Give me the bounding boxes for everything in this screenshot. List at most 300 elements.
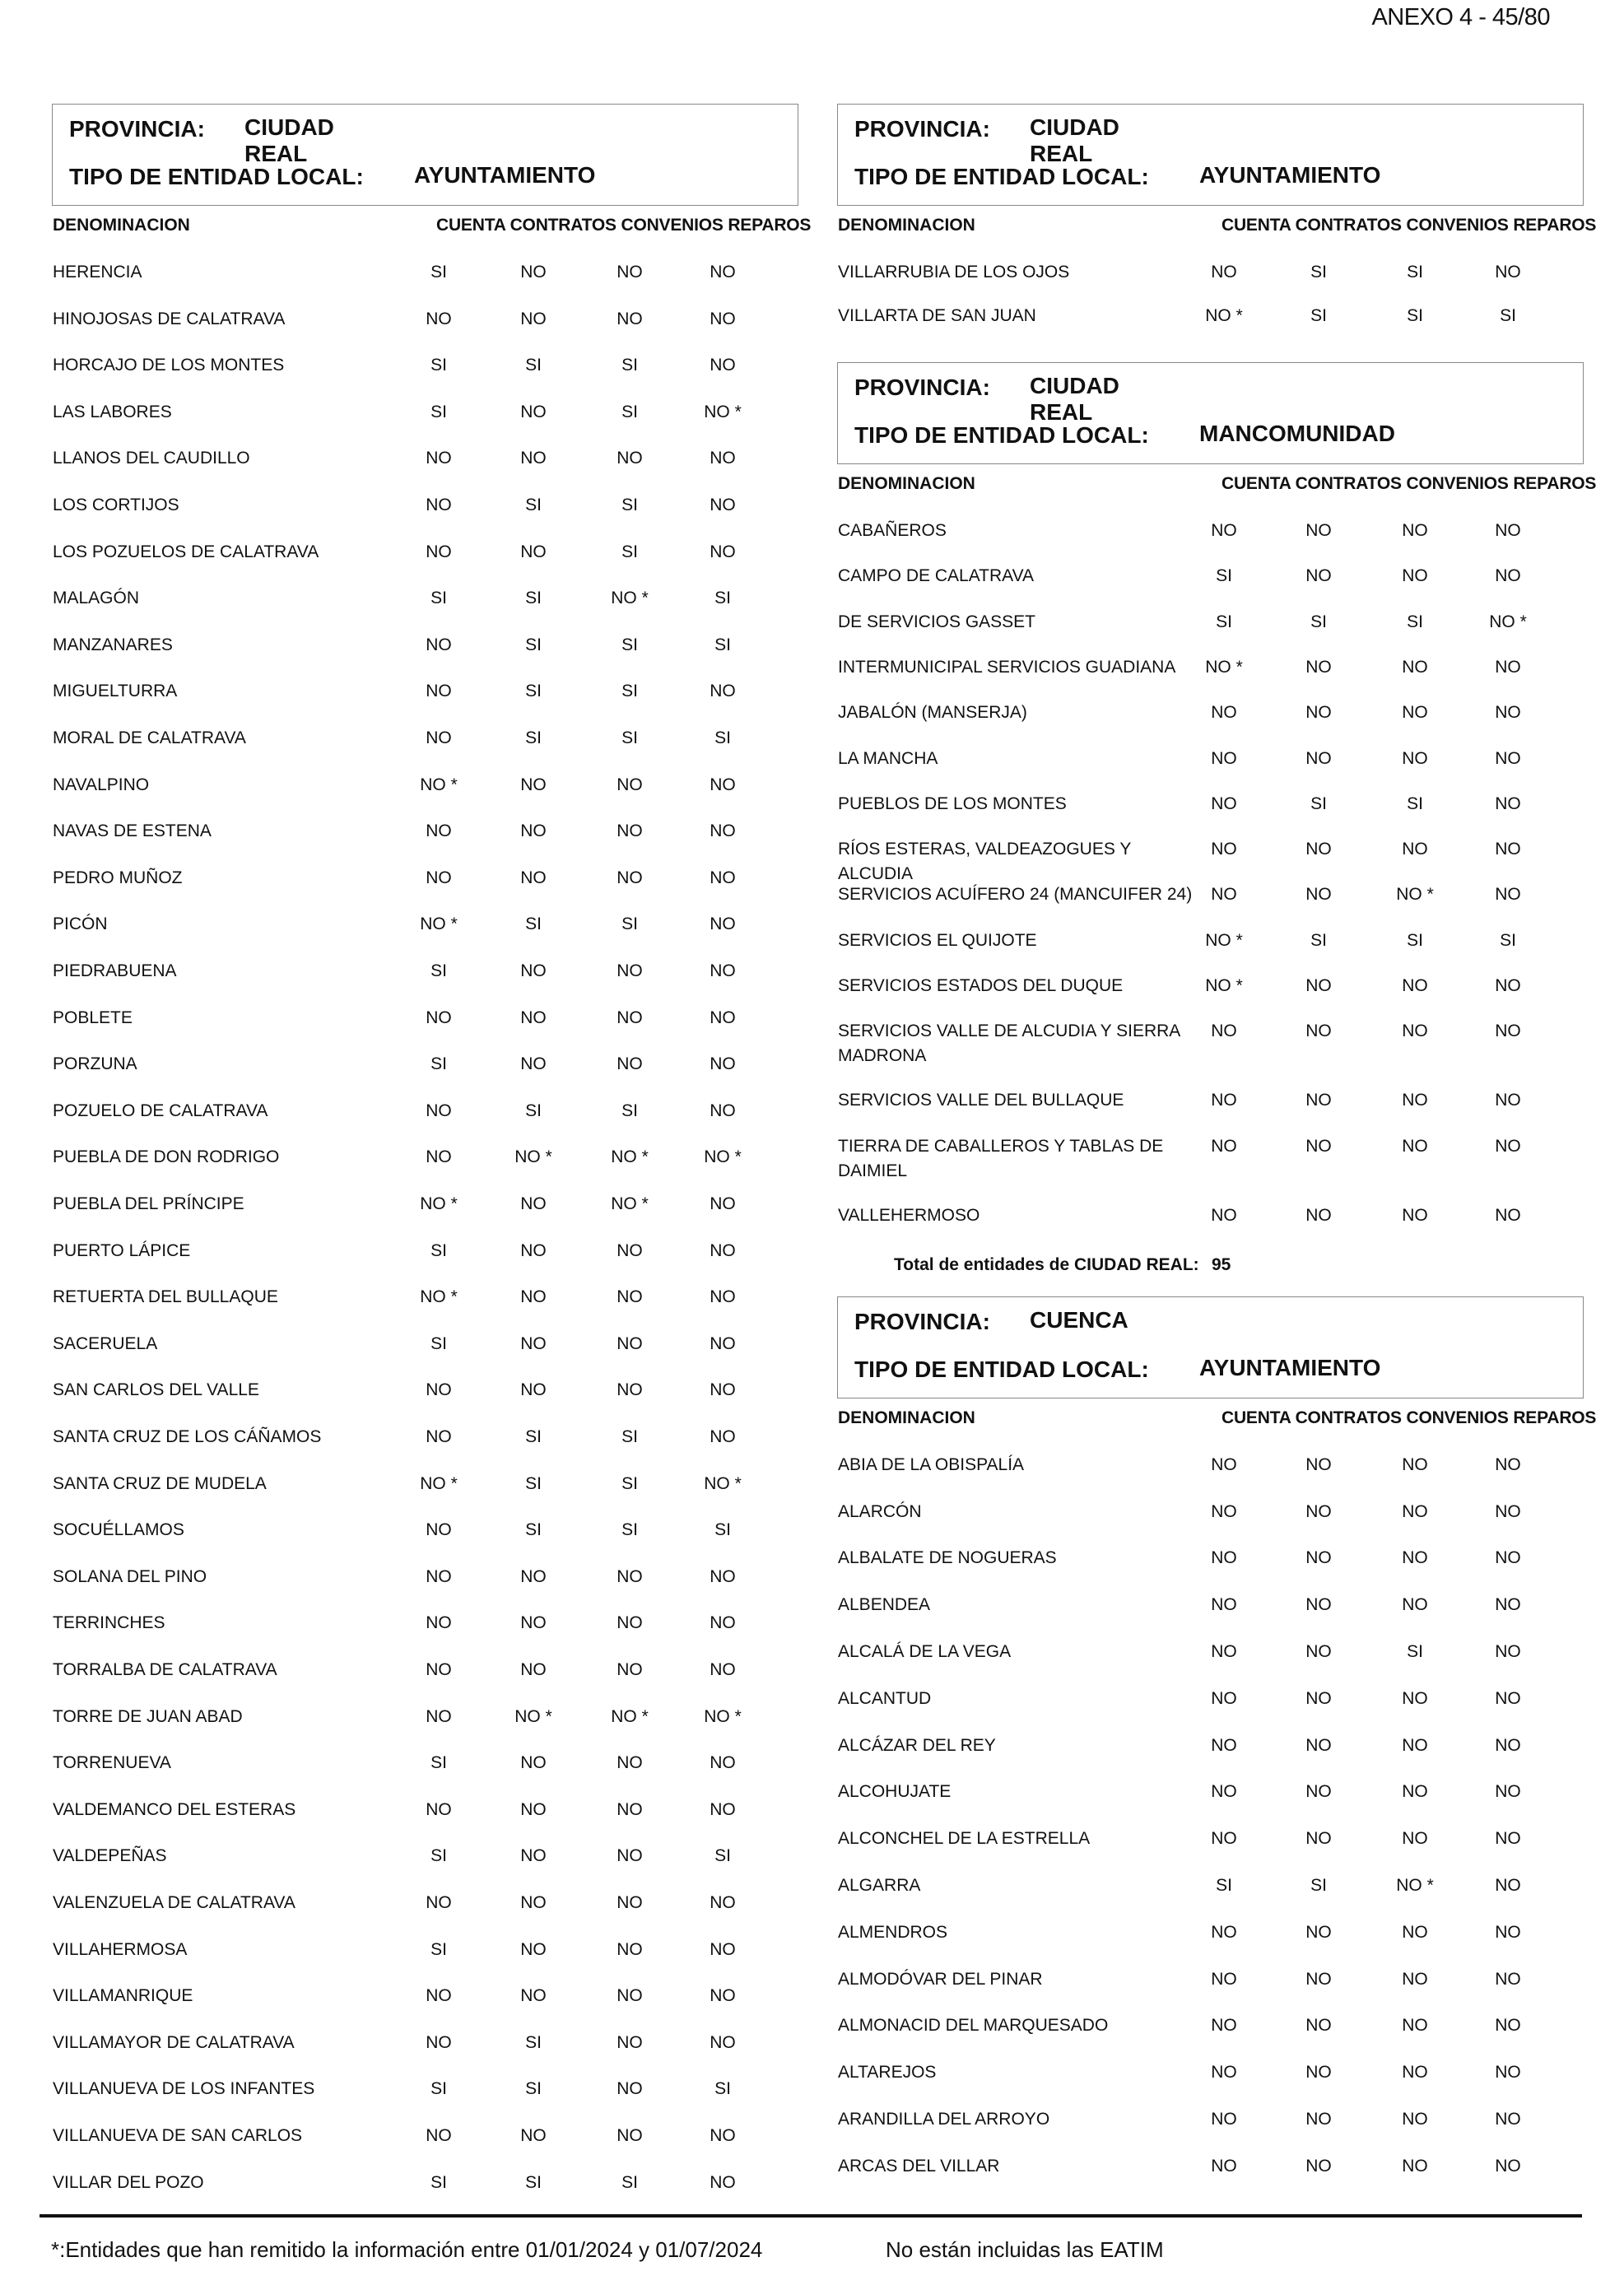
entity-name: SOCUÉLLAMOS	[53, 1520, 184, 1540]
convenios-value: NO	[617, 449, 643, 468]
reparos-value: NO	[1495, 2156, 1521, 2176]
columns-header: CUENTA CONTRATOS CONVENIOS REPAROS	[1221, 474, 1597, 493]
convenios-value: SI	[621, 496, 638, 514]
cuenta-value: NO	[426, 682, 452, 701]
entity-name: ALBENDEA	[838, 1595, 931, 1615]
provincia-value: CIUDAD REAL	[1030, 114, 1119, 166]
reparos-value: NO	[710, 1101, 736, 1120]
cuenta-value: NO *	[1205, 976, 1243, 995]
entity-name: ALCÁZAR DEL REY	[838, 1735, 996, 1755]
table-body	[836, 1440, 1584, 2201]
contratos-value: NO	[1305, 1829, 1332, 1849]
entity-name: PICÓN	[53, 914, 108, 934]
convenios-value: NO	[617, 1846, 643, 1866]
convenios-value: SI	[1407, 612, 1423, 631]
entity-name: SERVICIOS ACUÍFERO 24 (MANCUIFER 24)	[838, 885, 1193, 905]
entity-name: HINOJOSAS DE CALATRAVA	[53, 309, 286, 328]
reparos-value: NO	[1495, 840, 1521, 859]
cuenta-value: NO	[426, 868, 452, 887]
cuenta-value: NO	[1211, 1548, 1237, 1568]
tipo-entidad-label: TIPO DE ENTIDAD LOCAL:	[854, 1356, 1149, 1382]
reparos-value: NO	[710, 496, 736, 514]
cuenta-value: NO	[426, 1380, 452, 1400]
convenios-value: NO	[1402, 1782, 1428, 1802]
convenios-value: NO *	[611, 1147, 649, 1167]
convenios-value: NO *	[611, 1194, 649, 1213]
cuenta-value: NO	[1211, 1782, 1237, 1802]
contratos-value: SI	[525, 914, 542, 934]
contratos-value: NO	[1305, 1595, 1332, 1615]
entity-name: ALGARRA	[838, 1876, 921, 1896]
entity-name: NAVAS DE ESTENA	[53, 821, 212, 841]
convenios-value: NO	[1402, 2110, 1428, 2129]
reparos-value: NO	[710, 682, 736, 701]
convenios-value: NO	[1402, 1969, 1428, 1989]
entity-name: SANTA CRUZ DE LOS CÁÑAMOS	[53, 1427, 322, 1446]
convenios-value: NO	[617, 1799, 643, 1819]
contratos-value: NO	[520, 1893, 547, 1912]
cuenta-value: NO	[426, 2126, 452, 2145]
contratos-value: SI	[525, 2032, 542, 2052]
reparos-value: NO	[710, 309, 736, 328]
cuenta-value: NO	[1211, 1022, 1237, 1041]
reparos-value: NO	[1495, 263, 1521, 282]
reparos-value: NO	[1495, 1548, 1521, 1568]
convenios-value: NO	[617, 1008, 643, 1027]
convenios-value: NO *	[1396, 1876, 1434, 1896]
contratos-value: SI	[525, 1101, 542, 1120]
cuenta-value: NO	[1211, 703, 1237, 723]
contratos-value: NO	[1305, 885, 1332, 905]
entity-name: PUEBLOS DE LOS MONTES	[838, 793, 1067, 813]
entity-name: MIGUELTURRA	[53, 682, 178, 701]
convenios-value: NO	[1402, 1688, 1428, 1708]
reparos-value: NO	[710, 1986, 736, 2006]
reparos-value: NO *	[1489, 612, 1527, 631]
entity-name: ARCAS DEL VILLAR	[838, 2156, 1000, 2176]
cuenta-value: NO	[1211, 2016, 1237, 2036]
contratos-value: NO	[1305, 566, 1332, 586]
cuenta-value: NO	[1211, 1501, 1237, 1521]
entity-name: POBLETE	[53, 1008, 133, 1027]
convenios-value: SI	[621, 635, 638, 654]
convenios-value: NO	[617, 1380, 643, 1400]
reparos-value: NO	[710, 263, 736, 282]
convenios-value: NO *	[1396, 885, 1434, 905]
entity-name: MANZANARES	[53, 635, 173, 654]
reparos-value: NO	[710, 914, 736, 934]
cuenta-value: NO	[1211, 1091, 1237, 1110]
contratos-value: NO	[1305, 2063, 1332, 2083]
convenios-value: NO	[617, 1333, 643, 1353]
convenios-value: NO	[617, 775, 643, 794]
convenios-value: SI	[621, 1520, 638, 1540]
reparos-value: NO *	[704, 1473, 742, 1493]
cuenta-value: NO	[1211, 263, 1237, 282]
reparos-value: SI	[714, 1846, 731, 1866]
cuenta-value: NO	[426, 1799, 452, 1819]
convenios-value: NO	[1402, 2063, 1428, 2083]
convenios-value: NO	[617, 1893, 643, 1912]
cuenta-value: SI	[430, 1054, 447, 1074]
cuenta-value: NO	[1211, 1454, 1237, 1474]
convenios-value: NO	[1402, 657, 1428, 677]
contratos-value: NO	[520, 1008, 547, 1027]
contratos-value: NO	[1305, 976, 1332, 995]
entity-name: PORZUNA	[53, 1054, 137, 1074]
provincia-label: PROVINCIA:	[854, 1308, 990, 1334]
entity-name: ALCOHUJATE	[838, 1782, 952, 1802]
reparos-value: SI	[714, 728, 731, 747]
contratos-value: NO	[520, 1240, 547, 1260]
tipo-entidad-label: TIPO DE ENTIDAD LOCAL:	[69, 164, 364, 189]
convenios-value: NO	[617, 961, 643, 980]
reparos-value: NO	[710, 1613, 736, 1633]
cuenta-value: SI	[1216, 566, 1232, 586]
entity-name: POZUELO DE CALATRAVA	[53, 1101, 268, 1120]
convenios-value: SI	[1407, 263, 1423, 282]
convenios-value: NO	[1402, 748, 1428, 768]
tipo-entidad-value: AYUNTAMIENTO	[414, 162, 596, 188]
convenios-value: NO	[1402, 1548, 1428, 1568]
total-entidades	[836, 1249, 1584, 1296]
cuenta-value: NO *	[1205, 930, 1243, 950]
cuenta-value: NO *	[1205, 657, 1243, 677]
entity-name: VILLARTA DE SAN JUAN	[838, 306, 1036, 325]
reparos-value: NO	[1495, 1501, 1521, 1521]
cuenta-value: NO	[426, 1427, 452, 1446]
reparos-value: NO	[710, 449, 736, 468]
contratos-value: SI	[525, 1427, 542, 1446]
contratos-value: NO	[1305, 1205, 1332, 1225]
contratos-value: SI	[525, 356, 542, 375]
entity-name: TIERRA DE CABALLEROS Y TABLAS DE DAIMIEL	[838, 1136, 1164, 1180]
denominacion-header: DENOMINACION	[838, 216, 975, 235]
entity-name: SAN CARLOS DEL VALLE	[53, 1380, 259, 1400]
convenios-value: NO	[1402, 521, 1428, 540]
entity-name: LAS LABORES	[53, 402, 172, 421]
reparos-value: NO	[1495, 1829, 1521, 1849]
convenios-value: NO	[617, 263, 643, 282]
table-header	[836, 206, 1597, 247]
tipo-entidad-value: AYUNTAMIENTO	[1199, 162, 1381, 188]
entity-name: SERVICIOS ESTADOS DEL DUQUE	[838, 976, 1124, 995]
reparos-value: NO	[710, 1287, 736, 1307]
cuenta-value: SI	[430, 1939, 447, 1959]
entity-name: VILLAHERMOSA	[53, 1939, 188, 1959]
cuenta-value: NO	[1211, 2110, 1237, 2129]
cuenta-value: NO *	[420, 1194, 458, 1213]
entity-name: HERENCIA	[53, 263, 142, 282]
entity-name: VALDEMANCO DEL ESTERAS	[53, 1799, 296, 1819]
contratos-value: NO	[1305, 2016, 1332, 2036]
denominacion-header: DENOMINACION	[53, 216, 190, 235]
reparos-value: NO	[710, 821, 736, 841]
convenios-value: SI	[621, 542, 638, 561]
contratos-value: NO	[520, 1846, 547, 1866]
entity-name: VILLAMAYOR DE CALATRAVA	[53, 2032, 295, 2052]
provincia-value: CUENCA	[1030, 1306, 1128, 1333]
convenios-value: NO	[1402, 1735, 1428, 1755]
convenios-value: NO *	[611, 589, 649, 608]
reparos-value: NO	[1495, 793, 1521, 813]
contratos-value: NO	[1305, 1782, 1332, 1802]
reparos-value: NO	[710, 2032, 736, 2052]
reparos-value: NO	[1495, 885, 1521, 905]
entity-name: VALLEHERMOSO	[838, 1205, 980, 1225]
reparos-value: NO	[710, 868, 736, 887]
convenios-value: NO	[617, 1240, 643, 1260]
provincia-label: PROVINCIA:	[854, 375, 990, 400]
convenios-value: NO	[1402, 1829, 1428, 1849]
denominacion-header: DENOMINACION	[838, 1408, 975, 1427]
cuenta-value: SI	[430, 402, 447, 421]
cuenta-value: SI	[1216, 612, 1232, 631]
convenios-value: SI	[1407, 306, 1423, 325]
cuenta-value: NO *	[420, 775, 458, 794]
reparos-value: NO	[1495, 748, 1521, 768]
cuenta-value: NO	[1211, 1595, 1237, 1615]
convenios-value: NO	[1402, 1136, 1428, 1156]
reparos-value: NO	[710, 356, 736, 375]
contratos-value: NO	[1305, 1642, 1332, 1662]
cuenta-value: SI	[430, 356, 447, 375]
reparos-value: NO *	[704, 1147, 742, 1167]
tipo-entidad-value: AYUNTAMIENTO	[1199, 1354, 1381, 1380]
convenios-value: NO	[617, 2032, 643, 2052]
contratos-value: NO	[1305, 657, 1332, 677]
contratos-value: SI	[525, 1473, 542, 1493]
entity-name: HORCAJO DE LOS MONTES	[53, 356, 285, 375]
reparos-value: NO	[710, 775, 736, 794]
cuenta-value: NO	[1211, 521, 1237, 540]
section-info-box	[52, 104, 798, 206]
reparos-value: NO	[1495, 521, 1521, 540]
cuenta-value: NO	[1211, 1829, 1237, 1849]
contratos-value: SI	[1310, 1876, 1327, 1896]
cuenta-value: NO	[426, 1986, 452, 2006]
cuenta-value: NO	[1211, 885, 1237, 905]
reparos-value: NO	[1495, 1969, 1521, 1989]
convenios-value: NO	[1402, 1022, 1428, 1041]
entity-name: ARANDILLA DEL ARROYO	[838, 2110, 1050, 2129]
convenios-value: NO	[617, 868, 643, 887]
entity-name: ALMONACID DEL MARQUESADO	[838, 2016, 1109, 2036]
cuenta-value: SI	[430, 961, 447, 980]
entity-name: VILLAR DEL POZO	[53, 2172, 204, 2192]
columns-header: CUENTA CONTRATOS CONVENIOS REPAROS	[1221, 216, 1597, 235]
reparos-value: NO	[1495, 1454, 1521, 1474]
footer-divider	[40, 2214, 1582, 2218]
entity-name: ALARCÓN	[838, 1501, 922, 1521]
reparos-value: NO	[1495, 1022, 1521, 1041]
entity-name: LOS POZUELOS DE CALATRAVA	[53, 542, 319, 561]
contratos-value: NO	[520, 449, 547, 468]
cuenta-value: NO	[426, 2032, 452, 2052]
contratos-value: SI	[1310, 930, 1327, 950]
contratos-value: NO	[1305, 1735, 1332, 1755]
reparos-value: NO	[1495, 1782, 1521, 1802]
entity-name: PUEBLA DEL PRÍNCIPE	[53, 1194, 244, 1213]
columns-header: CUENTA CONTRATOS CONVENIOS REPAROS	[436, 216, 812, 235]
convenios-value: SI	[1407, 793, 1423, 813]
reparos-value: NO	[710, 1333, 736, 1353]
contratos-value: NO	[520, 1753, 547, 1773]
convenios-value: NO	[1402, 566, 1428, 586]
entity-name: ALCONCHEL DE LA ESTRELLA	[838, 1829, 1091, 1849]
convenios-value: NO	[1402, 1922, 1428, 1942]
cuenta-value: NO	[426, 309, 452, 328]
entity-name: PIEDRABUENA	[53, 961, 177, 980]
reparos-value: SI	[714, 589, 731, 608]
contratos-value: NO	[520, 1287, 547, 1307]
reparos-value: SI	[714, 1520, 731, 1540]
table-header	[836, 464, 1597, 505]
entity-name: VILLANUEVA DE SAN CARLOS	[53, 2126, 303, 2145]
provincia-label: PROVINCIA:	[854, 116, 990, 142]
annex-page-number: ANEXO 4 - 45/80	[1371, 4, 1550, 30]
convenios-value: SI	[621, 728, 638, 747]
entity-name: VILLANUEVA DE LOS INFANTES	[53, 2079, 315, 2099]
cuenta-value: NO	[1211, 1642, 1237, 1662]
reparos-value: NO	[710, 1194, 736, 1213]
convenios-value: SI	[621, 682, 638, 701]
entity-name: PUERTO LÁPICE	[53, 1240, 191, 1260]
reparos-value: NO	[710, 1893, 736, 1912]
contratos-value: NO	[1305, 1922, 1332, 1942]
contratos-value: NO	[1305, 1501, 1332, 1521]
cuenta-value: NO	[1211, 1136, 1237, 1156]
cuenta-value: NO	[1211, 1922, 1237, 1942]
reparos-value: NO	[710, 1008, 736, 1027]
cuenta-value: NO	[1211, 1735, 1237, 1755]
entity-name: LA MANCHA	[838, 748, 938, 768]
contratos-value: NO	[520, 1333, 547, 1353]
contratos-value: NO	[520, 542, 547, 561]
contratos-value: NO	[520, 1939, 547, 1959]
convenios-value: SI	[621, 2172, 638, 2192]
reparos-value: SI	[714, 635, 731, 654]
cuenta-value: NO	[426, 1613, 452, 1633]
entity-name: JABALÓN (MANSERJA)	[838, 703, 1027, 723]
cuenta-value: SI	[430, 2079, 447, 2099]
convenios-value: NO	[1402, 2156, 1428, 2176]
entity-name: SERVICIOS VALLE DEL BULLAQUE	[838, 1091, 1124, 1110]
entity-name: SOLANA DEL PINO	[53, 1566, 207, 1586]
convenios-value: NO *	[611, 1706, 649, 1726]
cuenta-value: NO	[426, 1147, 452, 1167]
convenios-value: NO	[617, 1939, 643, 1959]
cuenta-value: NO *	[420, 1473, 458, 1493]
cuenta-value: SI	[1216, 1876, 1232, 1896]
reparos-value: NO	[710, 542, 736, 561]
contratos-value: SI	[1310, 306, 1327, 325]
cuenta-value: SI	[430, 263, 447, 282]
convenios-value: NO	[1402, 1205, 1428, 1225]
contratos-value: NO	[520, 961, 547, 980]
reparos-value: SI	[1500, 306, 1516, 325]
cuenta-value: NO	[1211, 1969, 1237, 1989]
entity-name: VALENZUELA DE CALATRAVA	[53, 1893, 295, 1912]
cuenta-value: NO	[1211, 2156, 1237, 2176]
convenios-value: SI	[621, 356, 638, 375]
tipo-entidad-value: MANCOMUNIDAD	[1199, 421, 1395, 446]
entity-name: LOS CORTIJOS	[53, 496, 179, 514]
cuenta-value: NO	[426, 1520, 452, 1540]
reparos-value: NO	[1495, 976, 1521, 995]
section-info-box	[837, 104, 1584, 206]
convenios-value: NO	[617, 1566, 643, 1586]
reparos-value: NO	[710, 961, 736, 980]
contratos-value: NO	[1305, 1136, 1332, 1156]
contratos-value: NO	[520, 1566, 547, 1586]
contratos-value: SI	[1310, 612, 1327, 631]
convenios-value: NO	[1402, 1091, 1428, 1110]
entity-name: ALCANTUD	[838, 1688, 932, 1708]
contratos-value: NO	[520, 1660, 547, 1679]
cuenta-value: NO *	[1205, 306, 1243, 325]
reparos-value: NO	[1495, 1642, 1521, 1662]
reparos-value: NO	[1495, 1595, 1521, 1615]
entity-name: MORAL DE CALATRAVA	[53, 728, 246, 747]
convenios-value: NO	[617, 2079, 643, 2099]
provincia-value: CIUDAD REAL	[1030, 373, 1119, 425]
contratos-value: NO	[520, 402, 547, 421]
contratos-value: NO	[1305, 1688, 1332, 1708]
reparos-value: NO	[1495, 657, 1521, 677]
contratos-value: NO	[520, 263, 547, 282]
section-info-box	[837, 1296, 1584, 1398]
convenios-value: NO	[1402, 976, 1428, 995]
convenios-value: SI	[1407, 1642, 1423, 1662]
cuenta-value: NO	[426, 1008, 452, 1027]
cuenta-value: SI	[430, 2172, 447, 2192]
convenios-value: NO	[617, 1753, 643, 1773]
left-column	[51, 104, 812, 2217]
convenios-value: SI	[621, 1473, 638, 1493]
entity-name: TORRALBA DE CALATRAVA	[53, 1660, 277, 1679]
tipo-entidad-label: TIPO DE ENTIDAD LOCAL:	[854, 164, 1149, 189]
contratos-value: NO	[520, 1613, 547, 1633]
cuenta-value: NO	[426, 1893, 452, 1912]
reparos-value: NO	[1495, 703, 1521, 723]
contratos-value: NO	[1305, 1454, 1332, 1474]
entity-name: PEDRO MUÑOZ	[53, 868, 183, 887]
convenios-value: NO	[617, 1287, 643, 1307]
cuenta-value: NO	[1211, 2063, 1237, 2083]
cuenta-value: NO	[426, 1706, 452, 1726]
cuenta-value: NO	[426, 1101, 452, 1120]
cuenta-value: SI	[430, 589, 447, 608]
contratos-value: NO	[520, 1799, 547, 1819]
convenios-value: SI	[621, 914, 638, 934]
contratos-value: SI	[525, 2079, 542, 2099]
cuenta-value: NO	[1211, 1205, 1237, 1225]
columns-header: CUENTA CONTRATOS CONVENIOS REPAROS	[1221, 1408, 1597, 1427]
reparos-value: NO	[710, 2126, 736, 2145]
table-header	[51, 206, 812, 247]
entity-name: TORRE DE JUAN ABAD	[53, 1706, 243, 1726]
contratos-value: NO	[1305, 1091, 1332, 1110]
convenios-value: SI	[621, 1101, 638, 1120]
convenios-value: SI	[621, 1427, 638, 1446]
entity-name: PUEBLA DE DON RODRIGO	[53, 1147, 280, 1167]
provincia-value: CIUDAD REAL	[244, 114, 334, 166]
entity-name: NAVALPINO	[53, 775, 150, 794]
cuenta-value: SI	[430, 1333, 447, 1353]
entity-name: CABAÑEROS	[838, 521, 947, 540]
entity-name: RETUERTA DEL BULLAQUE	[53, 1287, 278, 1307]
